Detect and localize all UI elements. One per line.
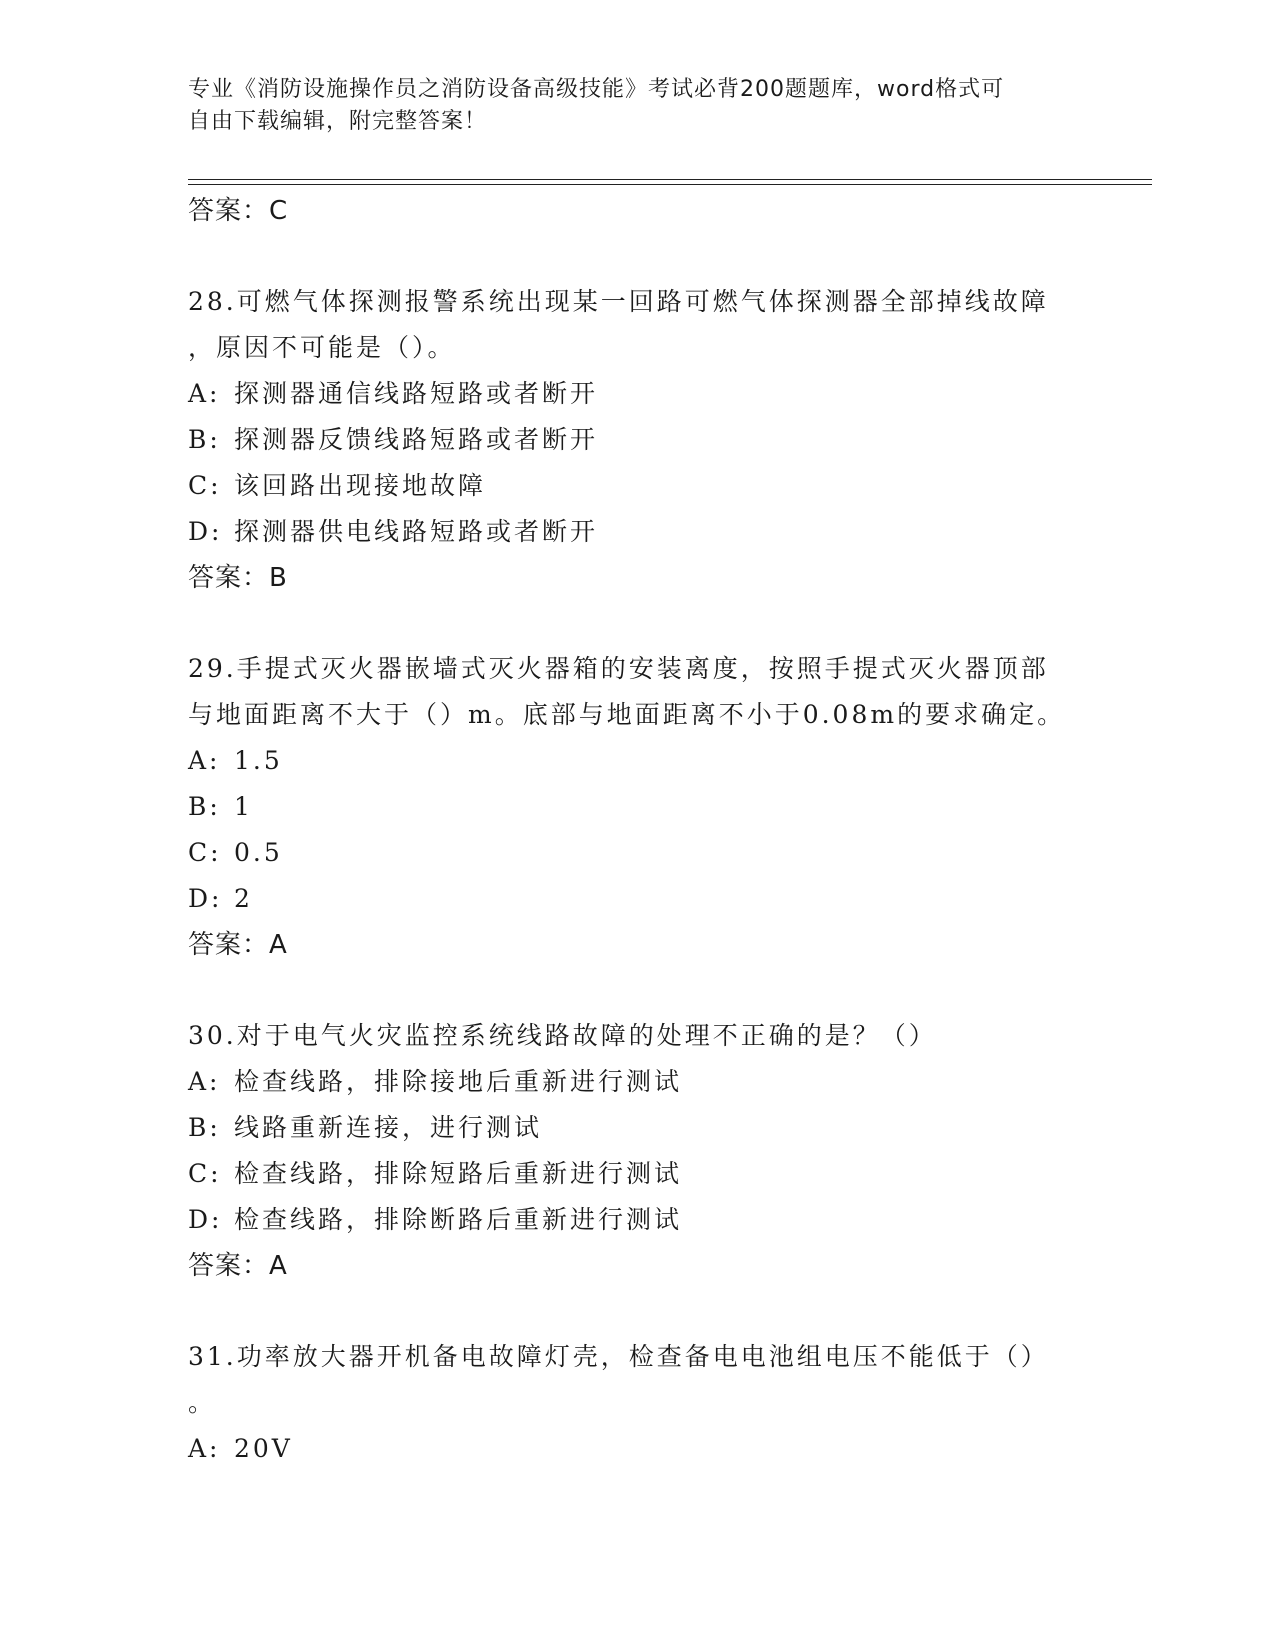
- answer: 答案：B: [188, 563, 288, 593]
- spacer: [188, 968, 1088, 1013]
- option-letter: A:: [188, 1067, 221, 1096]
- spacer: [188, 1289, 1088, 1334]
- option-c: [188, 830, 1088, 876]
- option-text: 0.5: [234, 838, 283, 867]
- option-b: [188, 417, 1088, 463]
- option-text: 2: [234, 884, 253, 913]
- document-header: [188, 74, 1068, 138]
- option-text: 该回路出现接地故障: [234, 471, 487, 500]
- option-text: 线路重新连接，进行测试: [234, 1113, 543, 1142]
- previous-answer: 答案：C: [188, 196, 289, 226]
- option-a: [188, 738, 1088, 784]
- option-a: [188, 1059, 1088, 1105]
- option-letter: A:: [188, 1434, 221, 1463]
- option-d: [188, 876, 1088, 922]
- option-c: [188, 463, 1088, 509]
- option-letter: C:: [188, 1159, 222, 1188]
- option-text: 探测器通信线路短路或者断开: [234, 379, 599, 408]
- option-a: [188, 371, 1088, 417]
- question-stem: 29.手提式灭火器嵌墙式灭火器箱的安装离度，按照手提式灭火器顶部: [188, 654, 1049, 683]
- header-line-2: 自由下载编辑，附完整答案！: [188, 109, 488, 134]
- answer: 答案：A: [188, 1251, 288, 1281]
- option-letter: A:: [188, 379, 221, 408]
- option-text: 1: [234, 792, 253, 821]
- option-letter: A:: [188, 746, 221, 775]
- option-a: [188, 1426, 1088, 1472]
- question-stem: 30.对于电气火灾监控系统线路故障的处理不正确的是？（）: [188, 1021, 937, 1050]
- option-text: 探测器供电线路短路或者断开: [234, 517, 599, 546]
- question-list: [188, 188, 1088, 1472]
- header-divider-top: [188, 179, 1152, 180]
- question-stem: 。: [188, 1388, 217, 1417]
- option-text: 检查线路，排除接地后重新进行测试: [234, 1067, 683, 1096]
- question-stem: 31.功率放大器开机备电故障灯壳，检查备电电池组电压不能低于（）: [188, 1342, 1049, 1371]
- option-letter: D:: [188, 884, 223, 913]
- question-block: [188, 646, 1088, 968]
- question-stem: 与地面距离不大于（）m。底部与地面距离不小于0.08m的要求确定。: [188, 700, 1066, 729]
- question-block: [188, 1334, 1088, 1472]
- question-block: [188, 1013, 1088, 1289]
- option-d: [188, 509, 1088, 555]
- header-divider-bottom: [188, 184, 1152, 185]
- option-letter: B:: [188, 1113, 221, 1142]
- option-letter: D:: [188, 1205, 223, 1234]
- option-text: 1.5: [234, 746, 283, 775]
- question-stem: ，原因不可能是（）。: [188, 333, 456, 362]
- option-text: 检查线路，排除断路后重新进行测试: [234, 1205, 683, 1234]
- option-c: [188, 1151, 1088, 1197]
- answer: 答案：A: [188, 930, 288, 960]
- spacer: [188, 601, 1088, 646]
- spacer: [188, 234, 1088, 279]
- option-d: [188, 1197, 1088, 1243]
- question-stem: 28.可燃气体探测报警系统出现某一回路可燃气体探测器全部掉线故障: [188, 287, 1049, 316]
- option-b: [188, 784, 1088, 830]
- option-letter: B:: [188, 792, 221, 821]
- question-block: [188, 279, 1088, 601]
- option-letter: B:: [188, 425, 221, 454]
- option-b: [188, 1105, 1088, 1151]
- option-letter: C:: [188, 838, 222, 867]
- option-letter: D:: [188, 517, 223, 546]
- option-text: 探测器反馈线路短路或者断开: [234, 425, 599, 454]
- header-line-1: 专业《消防设施操作员之消防设备高级技能》考试必背200题题库，word格式可: [188, 77, 1005, 102]
- option-letter: C:: [188, 471, 222, 500]
- option-text: 检查线路，排除短路后重新进行测试: [234, 1159, 683, 1188]
- option-text: 20V: [234, 1434, 293, 1463]
